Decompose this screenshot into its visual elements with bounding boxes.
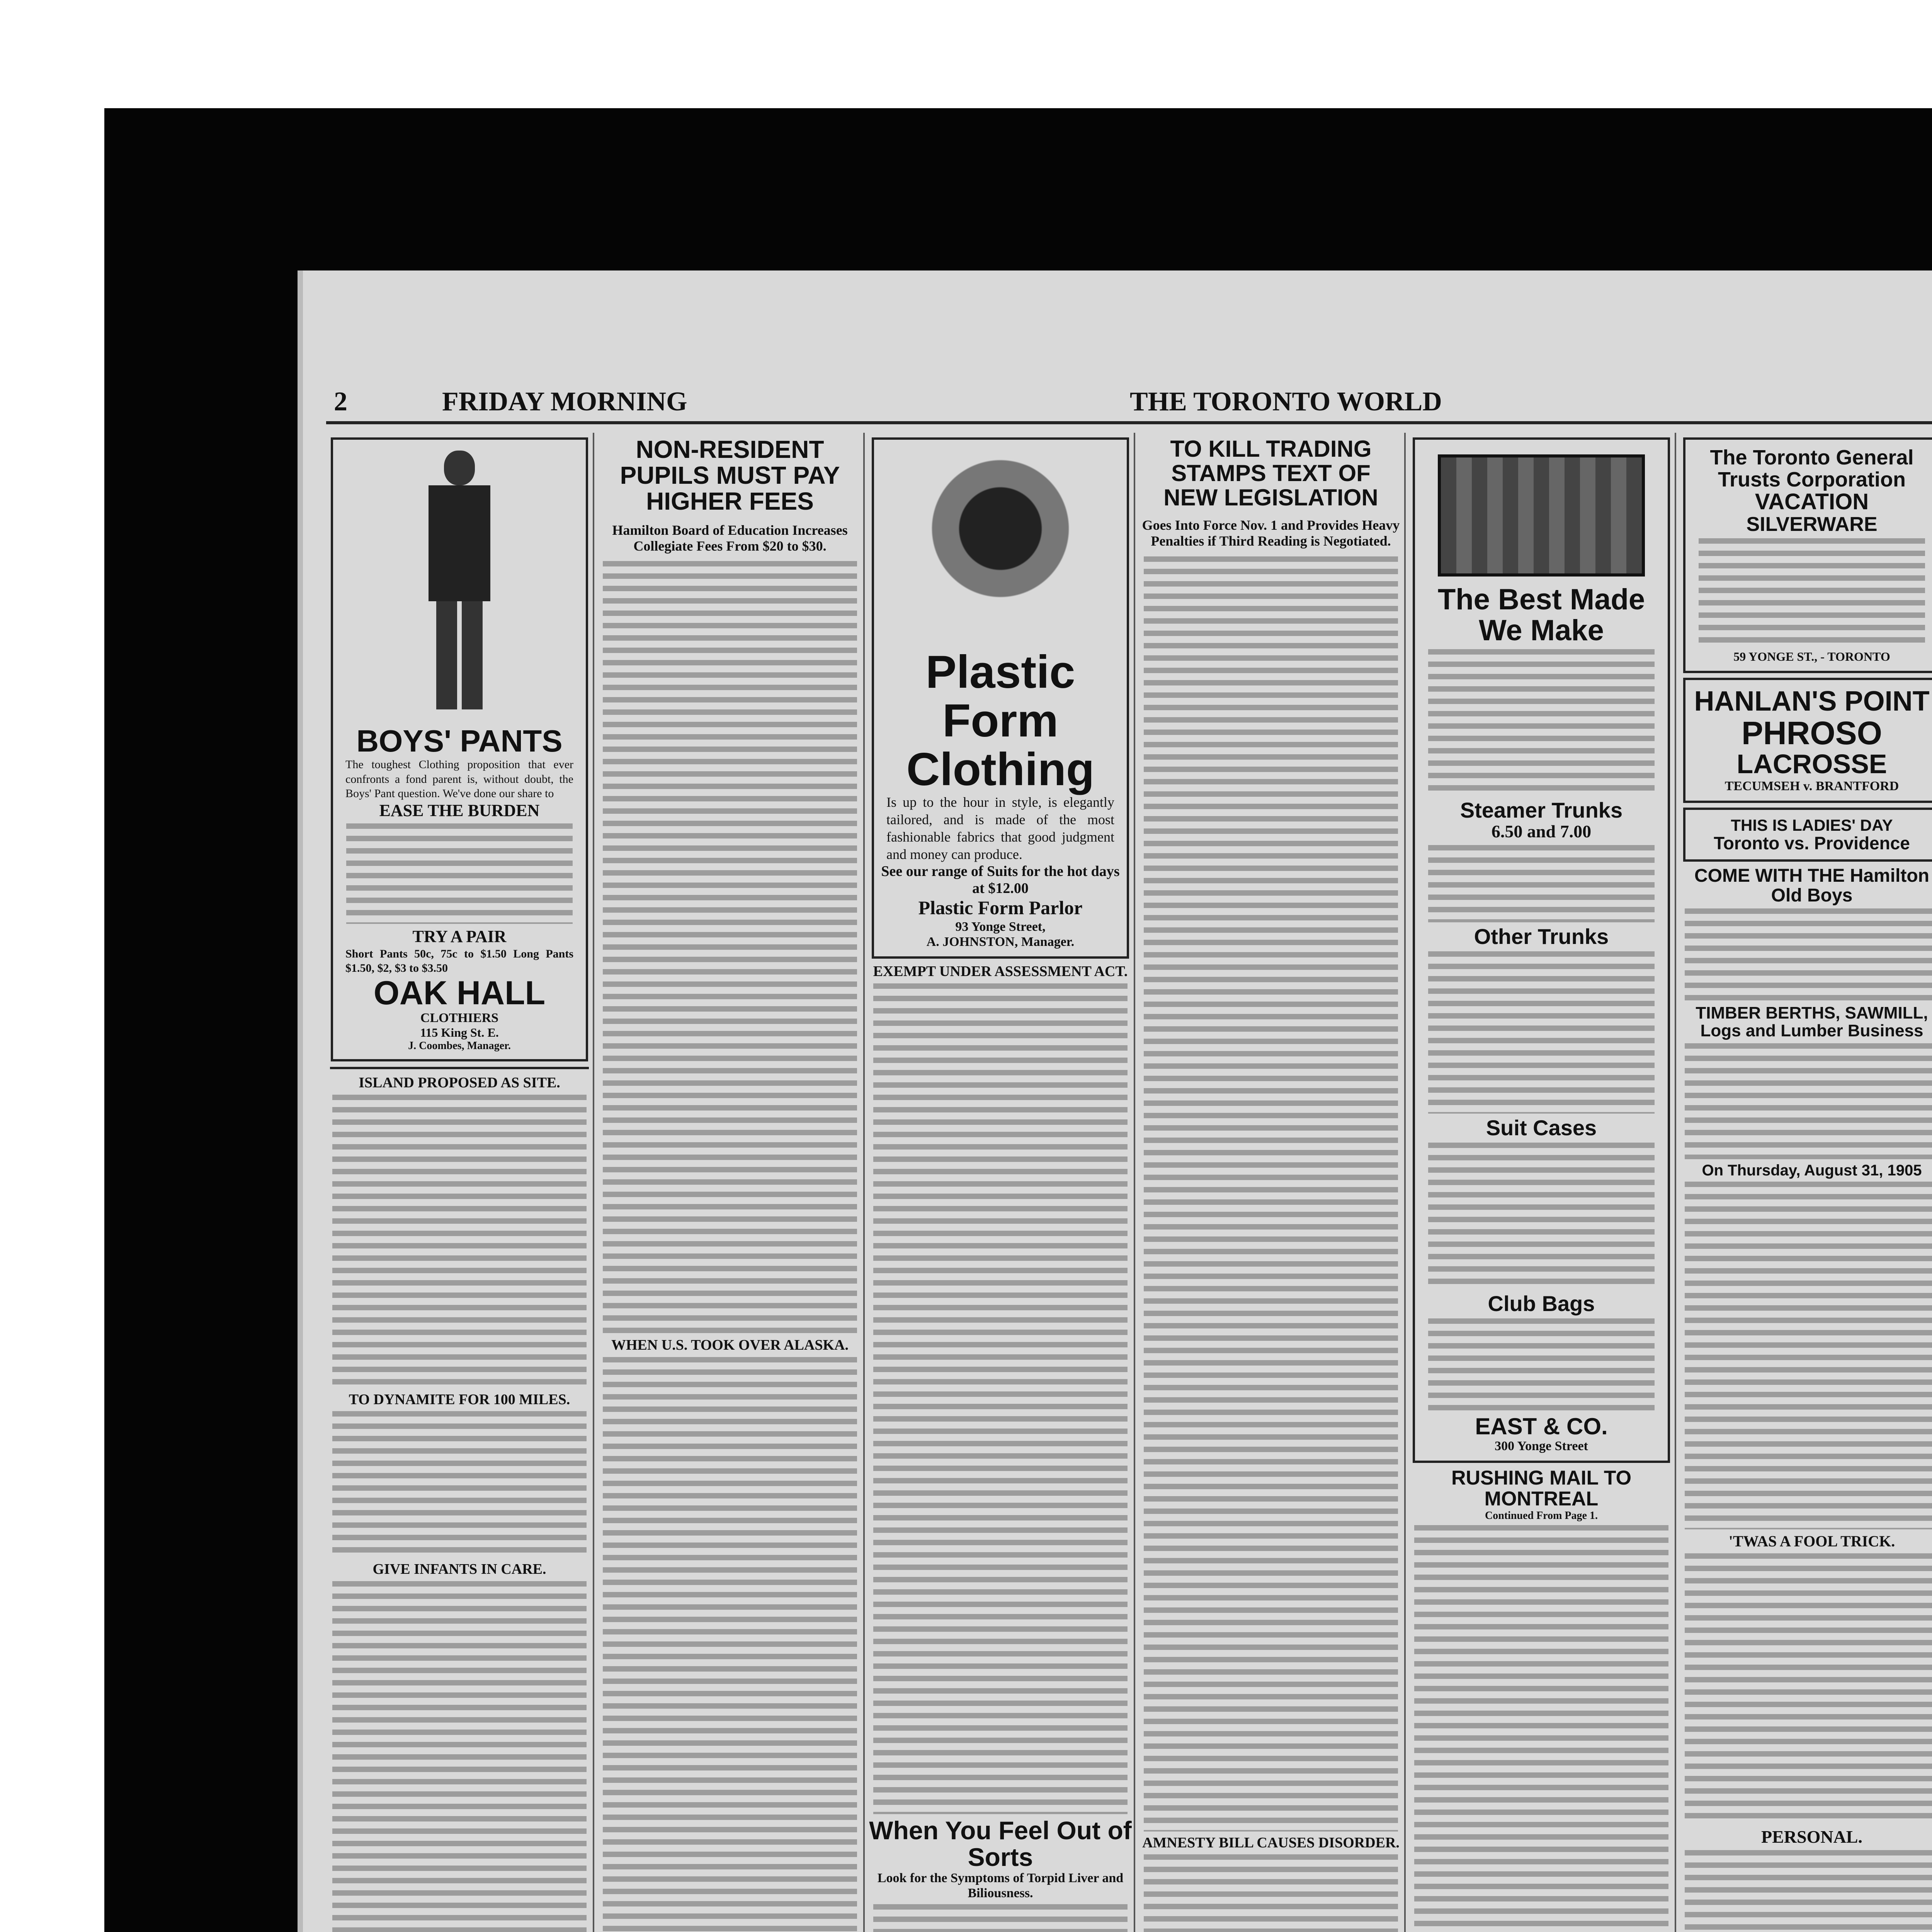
ad-suits: See our range of Suits for the hot days at $12.00 [881,863,1120,896]
baseball-teams: Toronto vs. Providence [1714,833,1910,854]
ad-section: Club Bags [1488,1291,1595,1316]
boys-pants-ad [331,437,588,1061]
ad-subhead: EASE THE BURDEN [379,801,540,820]
story-body [873,983,1128,1814]
ad-title: The Best Made We Make [1437,583,1645,647]
ad-address: 59 YONGE ST., - TORONTO [1733,649,1890,663]
ad2-deck: Look for the Symptoms of Torpid Liver and Biliousness. [877,1871,1124,1901]
store-clothiers: CLOTHIERS [420,1010,499,1025]
headline: NON-RESIDENT PUPILS MUST PAY HIGHER FEES [620,435,840,515]
ad-line: Form [942,695,1058,747]
ad-body [1428,951,1655,1114]
story-title: TO DYNAMITE FOR 100 MILES. [349,1391,570,1408]
column-6 [1679,433,1932,1932]
issue-day: FRIDAY MORNING [442,387,687,417]
deck: Hamilton Board of Education Increases Collegiate Fees From $20 to $30. [612,522,848,554]
column-2 [597,433,865,1932]
ad2-title: When You Feel Out of Sorts [869,1816,1132,1872]
amusement-act: PHROSO [1741,715,1883,752]
store-address: 93 Yonge Street, [955,919,1046,934]
ad-line: Clothing [906,743,1095,795]
ad-section: Steamer Trunks [1460,798,1623,822]
headline: TO KILL TRADING STAMPS TEXT OF NEW LEGISLATION [1163,436,1378,510]
story-body [1685,1850,1932,1932]
lacrosse-teams: TECUMSEH v. BRANTFORD [1725,779,1899,793]
deck: Goes Into Force Nov. 1 and Provides Heavy Penalties if Third Reading is Negotiated. [1142,517,1400,549]
ad2-body [873,1904,1128,1932]
store-address: 115 King St. E. [420,1026,499,1040]
ad-body: Is up to the hour in style, is elegantly tailored, and is made of the most fashionable fabrics that good judgment and money can produce. [886,794,1114,862]
store-address: 300 Yonge Street [1495,1439,1588,1453]
ad-body: The toughest Clothing proposition that ever confronts a fond parent is, without doubt, the Boys' Pant question. We've done our share to [345,758,573,800]
store-manager: J. Coombes, Manager. [408,1039,511,1052]
timber-date: On Thursday, August 31, 1905 [1702,1162,1922,1179]
lacrosse: LACROSSE [1736,749,1887,779]
story-title: PERSONAL. [1761,1827,1862,1847]
column-1 [326,433,594,1932]
ad-section: Other Trunks [1474,924,1609,949]
story-body [1144,556,1398,1832]
amusement-title: HANLAN'S POINT [1694,685,1930,717]
ad-title: The Toronto General Trusts Corporation [1710,446,1914,491]
ad-cta: TRY A PAIR [412,927,507,946]
ad-section: Suit Cases [1486,1116,1597,1140]
page-number: 2 [334,387,347,417]
store-name: Plastic Form Parlor [918,897,1083,919]
story-title: ISLAND PROPOSED AS SITE. [359,1075,560,1091]
ad-body [1428,649,1655,796]
story-cont: Continued From Page 1. [1485,1509,1598,1522]
plastic-form-ad [872,437,1129,959]
ad-body [1428,845,1655,922]
ad-body [1685,1182,1932,1529]
ad-body-lines [346,823,573,924]
ad-vacation: VACATION [1755,489,1869,515]
story-body [603,1357,857,1932]
ad-title: BOYS' PANTS [356,724,563,758]
timber-sale: TIMBER BERTHS, SAWMILL, Logs and Lumber Business [1696,1003,1928,1041]
hanlans-point-ad [1683,678,1932,803]
ad-body [1685,908,1932,1001]
ad-prices: Short Pants 50c, 75c to $1.50 Long Pants $1.50, $2, $3 to $3.50 [345,947,573,975]
ad-body [1699,538,1925,646]
trunk-illustration [1438,454,1645,577]
ad-body [1685,1043,1932,1159]
story-body [603,561,857,1334]
story-body [332,1581,587,1932]
ad-line: Plastic [925,646,1075,698]
ad-body [1428,1318,1655,1411]
story-body [1144,1854,1398,1932]
store-name: EAST & CO. [1475,1413,1608,1439]
story-body [1685,1553,1932,1824]
story-title: RUSHING MAIL TO MONTREAL [1451,1466,1632,1510]
story-body [332,1095,587,1388]
column-3 [867,433,1135,1932]
boy-illustration [413,451,506,721]
hamilton-ad: COME WITH THE Hamilton Old Boys [1694,866,1929,906]
column-4 [1138,433,1406,1932]
ad-price: 6.50 and 7.00 [1491,821,1592,842]
story-body [1414,1525,1668,1932]
column-5 [1408,433,1676,1932]
story-title: GIVE INFANTS IN CARE. [372,1561,546,1578]
general-trusts-ad [1683,437,1932,673]
story-title: 'TWAS A FOOL TRICK. [1728,1532,1895,1550]
scan-frame [104,108,1932,1932]
ad-body [1428,1143,1655,1289]
story-title: WHEN U.S. TOOK OVER ALASKA. [611,1337,849,1354]
newspaper-page [298,270,1932,1932]
running-head [326,386,1932,424]
ladies-day: THIS IS LADIES' DAY [1731,816,1893,835]
east-co-ad [1413,437,1670,1463]
baseball-ad [1683,808,1932,862]
store-manager: A. JOHNSTON, Manager. [926,934,1075,949]
paper-name: THE TORONTO WORLD [1130,387,1442,417]
store-name: OAK HALL [373,974,546,1012]
story-body [332,1411,587,1558]
fern-illustration [923,454,1078,640]
story-title: AMNESTY BILL CAUSES DISORDER. [1142,1834,1400,1851]
story-title: EXEMPT UNDER ASSESSMENT ACT. [873,963,1128,980]
ad-silverware: SILVERWARE [1746,513,1878,536]
